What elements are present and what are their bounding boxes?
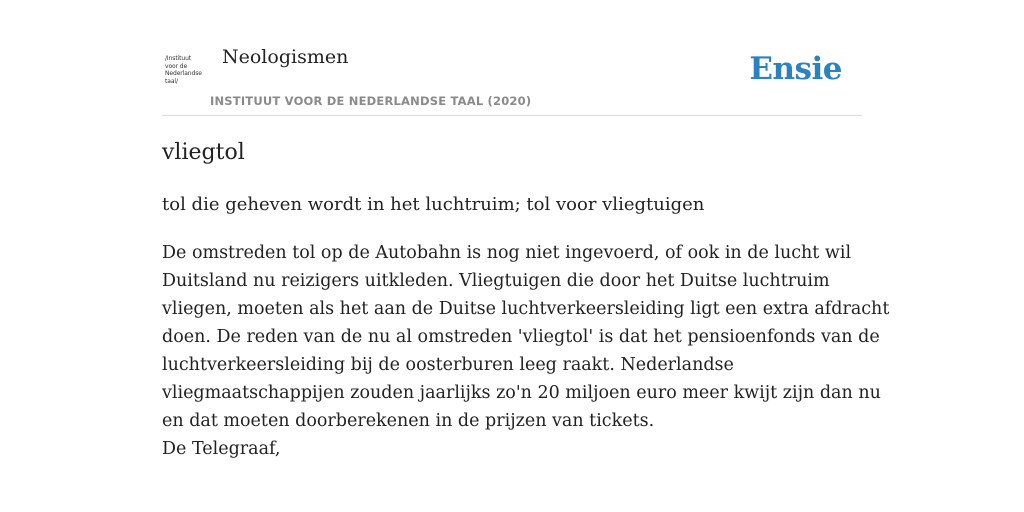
logo-line: /Instituut — [165, 55, 192, 62]
example-line: vliegen, moeten als het aan de Duitse luchtverkeersleiding ligt een extra afdracht — [162, 299, 890, 319]
entry-example — [162, 239, 890, 463]
entry-definition: tol die geheven wordt in het luchtruim; tol voor vliegtuigen — [162, 194, 705, 215]
example-line: luchtverkeersleiding bij de oosterburen leeg raakt. Nederlandse — [162, 355, 734, 375]
logo-line: taal/ — [165, 77, 178, 85]
entry-term: vliegtol — [162, 140, 245, 165]
institute-logo[interactable] — [165, 55, 207, 89]
example-line: en dat moeten doorberekenen in de prijzen van tickets. — [162, 411, 655, 431]
example-line: De omstreden tol op de Autobahn is nog niet ingevoerd, of ook in de lucht wil — [162, 243, 852, 263]
example-line: doen. De reden van de nu al omstreden 'vliegtol' is dat het pensioenfonds van de — [162, 327, 880, 347]
source-label: INSTITUUT VOOR DE NEDERLANDSE TAAL (2020) — [210, 94, 532, 108]
example-line: vliegmaatschappijen zouden jaarlijks zo'n 20 miljoen euro meer kwijt zijn dan nu — [162, 383, 881, 403]
logo-line: Nederlandse — [165, 70, 202, 77]
citation: De Telegraaf, — [162, 439, 281, 459]
dictionary-title[interactable]: Neologismen — [222, 46, 349, 68]
header — [162, 40, 862, 116]
example-line: Duitsland nu reizigers uitkleden. Vliegtuigen die door het Duitse luchtruim — [162, 271, 830, 291]
brand-logo[interactable]: Ensie — [749, 51, 842, 87]
logo-line: voor de — [165, 62, 188, 70]
